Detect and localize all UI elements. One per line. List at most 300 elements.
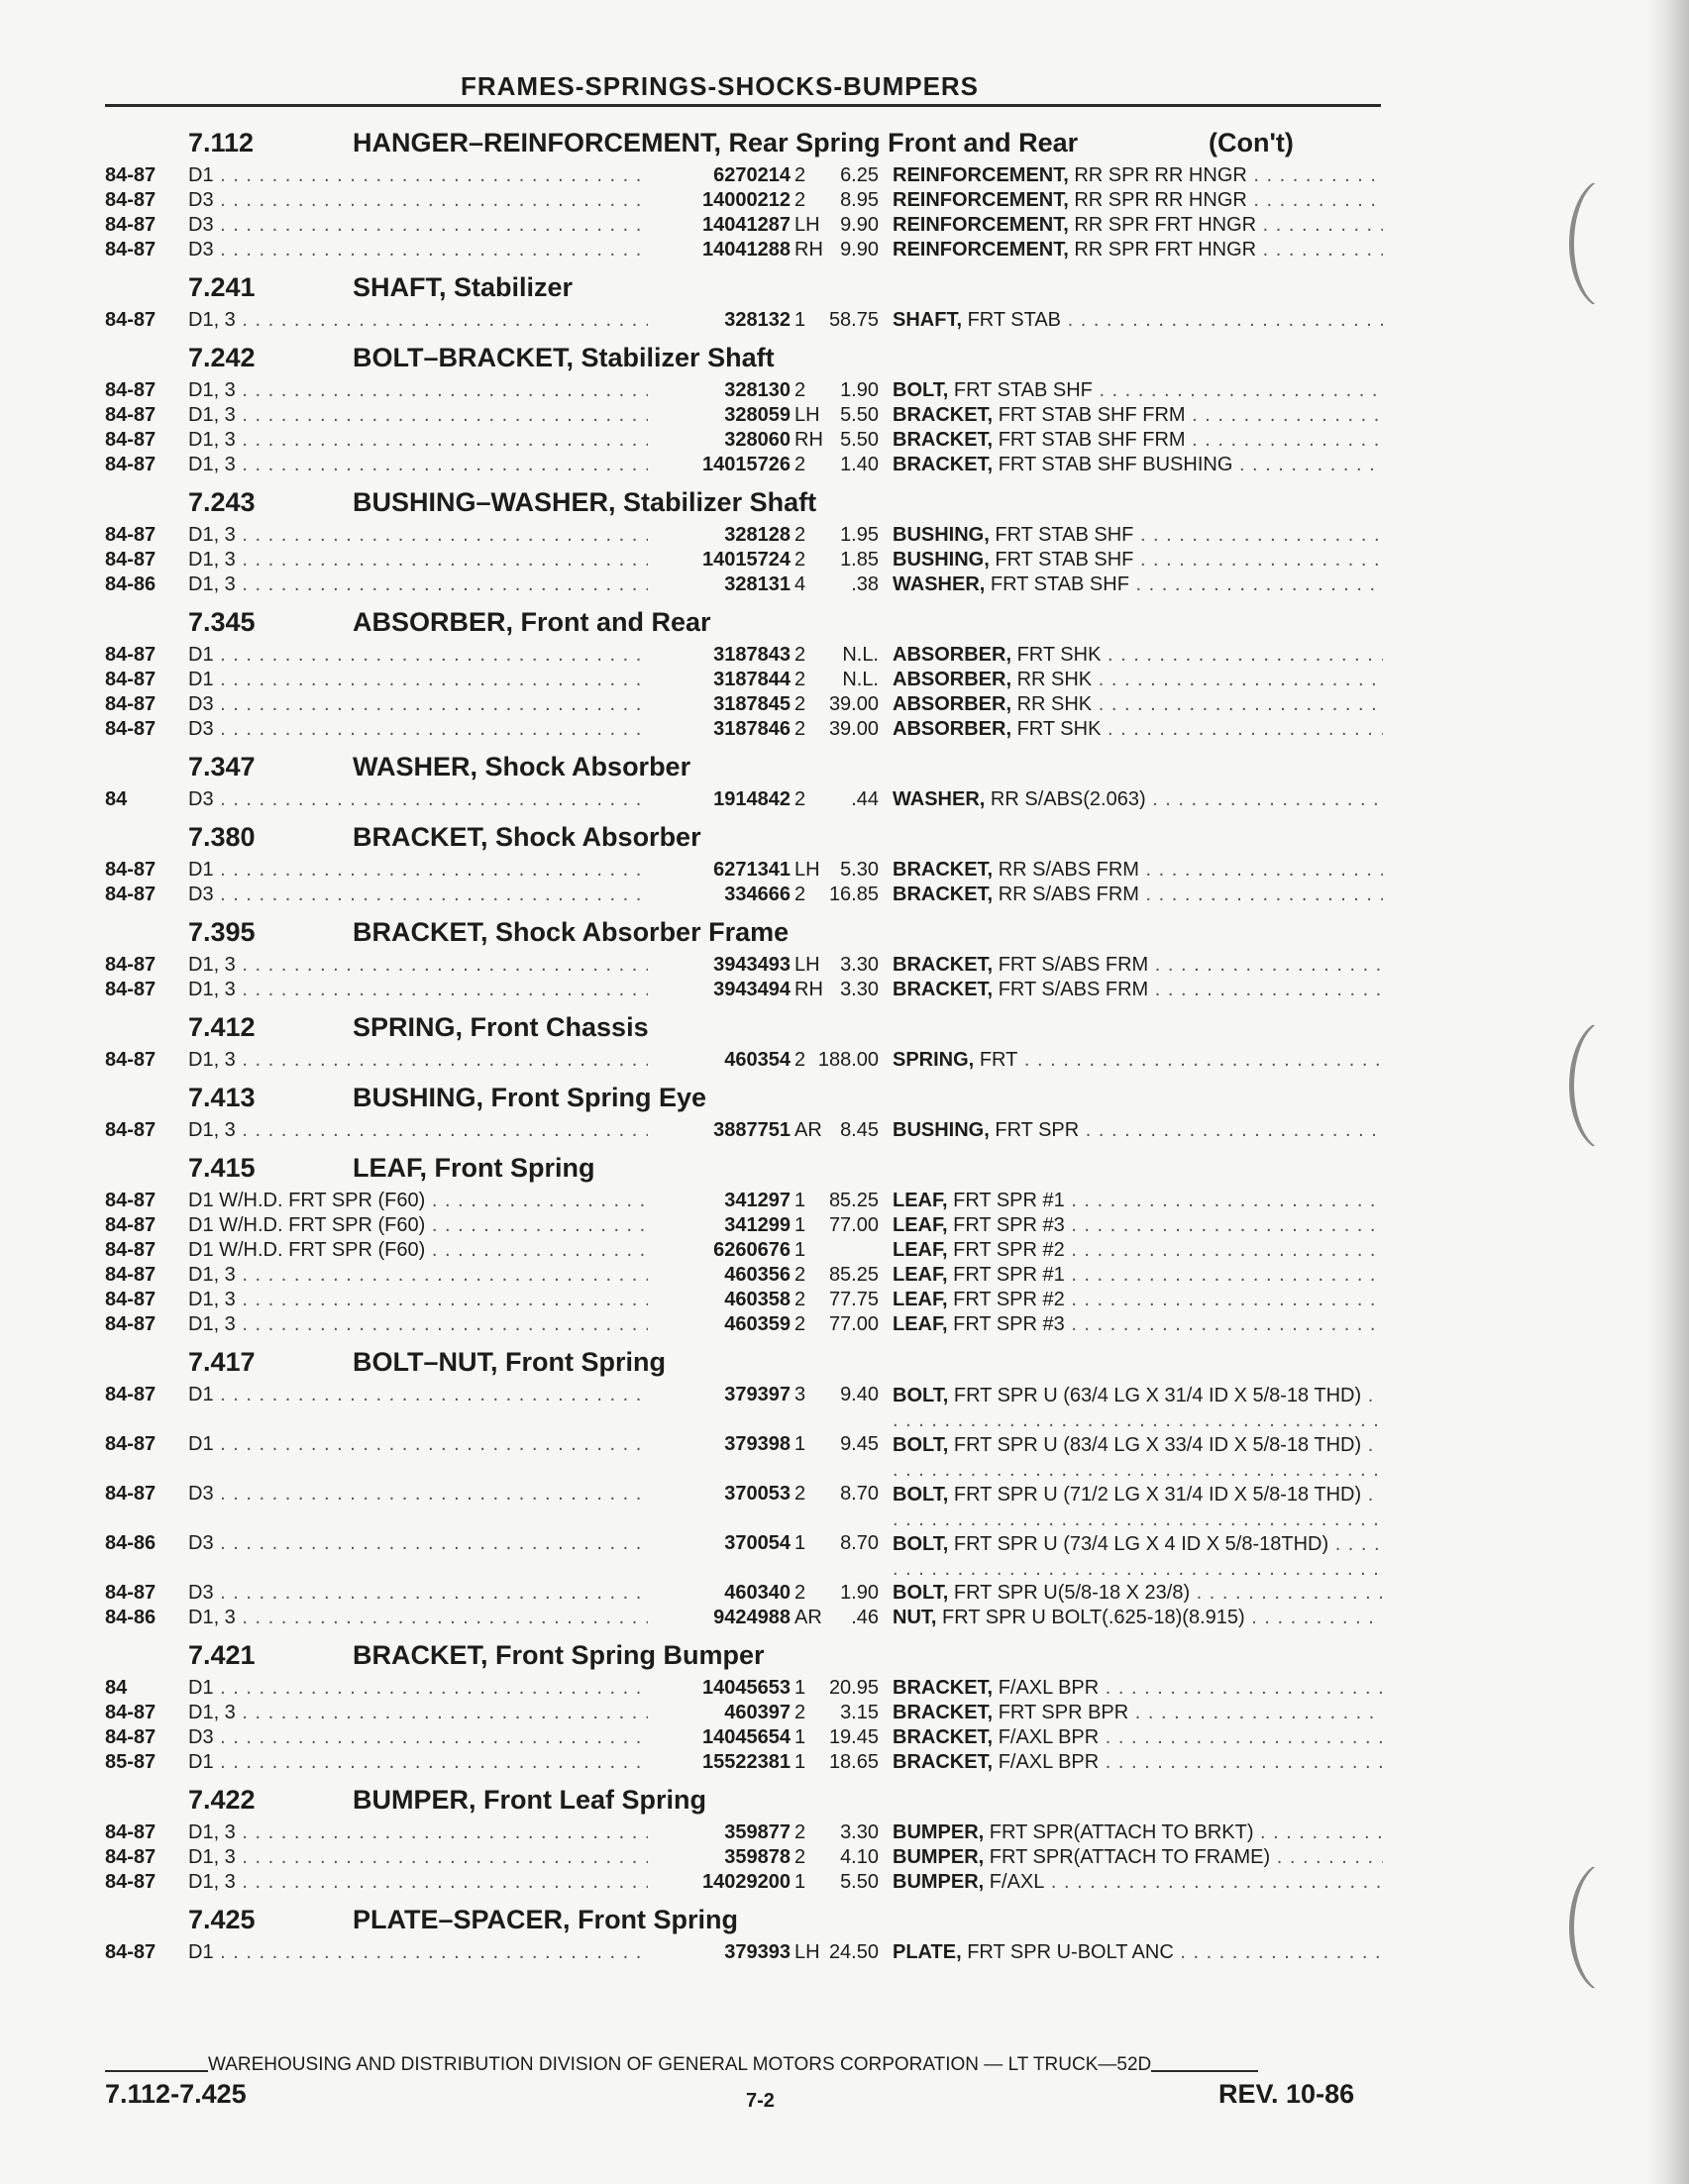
part-description-bold: ABSORBER,: [893, 644, 1012, 666]
part-description-text: F/AXL BPR: [998, 1677, 1100, 1699]
part-number: 6271341: [648, 859, 791, 882]
part-description: [893, 429, 1383, 452]
model-years: 84-87: [105, 239, 157, 260]
part-description-bold: BRACKET,: [893, 1677, 994, 1699]
section-number: 7.380: [188, 822, 256, 852]
section-subtitle: Stabilizer Shaft: [581, 343, 775, 372]
section-number: 7.415: [188, 1153, 256, 1183]
part-description-bold: BRACKET,: [893, 429, 994, 451]
part-description: [893, 164, 1383, 187]
section-subtitle: Front Spring Eye: [490, 1083, 707, 1112]
part-description-bold: BOLT,: [893, 1582, 949, 1604]
price: 9.45: [840, 1433, 879, 1455]
part-description-bold: ABSORBER,: [893, 693, 1012, 715]
section-title-main: BRACKET,: [353, 917, 488, 947]
quantity: RH: [794, 979, 823, 1000]
model-years: 85-87: [105, 1751, 157, 1773]
model-years: 84-87: [105, 549, 157, 571]
section-subtitle: Front and Rear: [520, 607, 711, 637]
section-number: 7.395: [188, 917, 256, 947]
part-row: [105, 239, 1383, 263]
vehicle-model: D1, 3 . . .: [188, 404, 648, 427]
price: 1.40: [840, 454, 879, 475]
part-description-text: FRT SHK: [1016, 644, 1102, 666]
quantity: AR: [794, 1119, 822, 1141]
vehicle-model: D1 . . .: [188, 644, 648, 667]
part-description-text: FRT SPR #2: [953, 1289, 1065, 1310]
part-number: 6270214: [648, 164, 791, 187]
section-title-main: PLATE–SPACER,: [353, 1905, 571, 1934]
part-description-bold: BOLT,: [893, 1385, 949, 1406]
part-description-text: FRT STAB SHF: [995, 549, 1134, 571]
part-description: [893, 214, 1383, 237]
vehicle-model: D3 . . .: [188, 1483, 648, 1506]
section-header: [105, 267, 1383, 309]
part-row: [105, 1677, 1383, 1702]
part-number: 341299: [648, 1214, 791, 1237]
part-description-text: FRT SPR U (83/4 LG X 33/4 ID X 5/8-18 THD): [953, 1434, 1362, 1456]
model-years: 84-87: [105, 1190, 157, 1211]
part-description-bold: REINFORCEMENT,: [893, 239, 1069, 260]
part-row: [105, 788, 1383, 813]
section-title: [353, 822, 701, 853]
part-description: [893, 1119, 1383, 1142]
model-years: 84-87: [105, 1821, 157, 1843]
section-title: [353, 1905, 738, 1935]
section-title-main: WASHER,: [353, 752, 478, 781]
quantity: 2: [794, 524, 806, 546]
model-years: 84-87: [105, 884, 157, 905]
part-description: [893, 693, 1383, 716]
section-title-main: BUMPER,: [353, 1785, 476, 1815]
price: 3.30: [840, 954, 879, 976]
price: 58.75: [828, 309, 879, 331]
part-description-text: RR S/ABS(2.063): [990, 788, 1146, 810]
quantity: 2: [794, 644, 806, 666]
part-number: 379397: [648, 1384, 791, 1406]
model-years: 84-87: [105, 1433, 157, 1455]
price: 1.90: [840, 1582, 879, 1604]
part-number: 328130: [648, 379, 791, 402]
price: 5.50: [840, 1871, 879, 1893]
quantity: 1: [794, 1871, 806, 1893]
part-number: 1914842: [648, 788, 791, 811]
price: 77.00: [828, 1313, 879, 1335]
part-description-text: FRT SPR #1: [953, 1190, 1065, 1211]
model-years: 84-87: [105, 644, 157, 666]
quantity: 1: [794, 1751, 806, 1773]
part-description-text: FRT S/ABS FRM: [998, 979, 1149, 1000]
section-title: [353, 272, 573, 303]
part-number: 14045653: [648, 1677, 791, 1700]
model-years: 84-86: [105, 1607, 157, 1628]
section-header: [105, 1148, 1383, 1190]
part-row: [105, 1582, 1383, 1607]
section-header: [105, 1635, 1383, 1677]
part-number: 14015726: [648, 454, 791, 476]
footer-section-range: 7.112-7.425: [105, 2079, 247, 2109]
price: 8.70: [840, 1532, 879, 1554]
footer-revision: REV. 10-86: [1218, 2079, 1355, 2109]
model-years: 84-87: [105, 429, 157, 451]
price: 8.70: [840, 1483, 879, 1505]
vehicle-model: D1 . . .: [188, 859, 648, 882]
quantity: RH: [794, 239, 823, 260]
section-number: 7.421: [188, 1640, 256, 1670]
part-description-text: F/AXL BPR: [998, 1726, 1100, 1748]
vehicle-model: D1, 3 . . .: [188, 549, 648, 572]
part-row: [105, 1119, 1383, 1144]
part-row: [105, 164, 1383, 189]
part-description-bold: BUSHING,: [893, 1119, 990, 1141]
vehicle-model: D1, 3 . . .: [188, 1264, 648, 1287]
part-row: [105, 1483, 1383, 1532]
price: 8.95: [840, 189, 879, 211]
model-years: 84-87: [105, 189, 157, 211]
section-title: [353, 343, 775, 373]
quantity: 2: [794, 1289, 806, 1310]
model-years: 84-87: [105, 1846, 157, 1868]
section-subtitle: Stabilizer: [454, 272, 574, 302]
part-description: [893, 1582, 1383, 1605]
part-row: [105, 1846, 1383, 1871]
part-row: [105, 1384, 1383, 1433]
vehicle-model: D1, 3 . . .: [188, 429, 648, 452]
section-title: [353, 1083, 706, 1113]
part-number: 3187846: [648, 718, 791, 741]
price: 5.50: [840, 404, 879, 426]
price: 16.85: [828, 884, 879, 905]
part-description: [893, 454, 1383, 476]
parts-catalog-listing: [105, 119, 1383, 1966]
part-description-bold: BOLT,: [893, 1434, 949, 1456]
section-continued: (Con't): [1209, 128, 1294, 157]
part-description: [893, 1726, 1383, 1749]
footer-rule-right: [1151, 2070, 1258, 2072]
quantity: 2: [794, 454, 806, 475]
section-title: [353, 128, 1078, 158]
part-description: [893, 1384, 1383, 1433]
quantity: 2: [794, 1313, 806, 1335]
quantity: 1: [794, 1677, 806, 1699]
part-description-text: FRT STAB: [967, 309, 1062, 331]
vehicle-model: D1, 3 . . .: [188, 379, 648, 402]
part-description: [893, 1702, 1383, 1724]
price: 3.15: [840, 1702, 879, 1723]
part-number: 15522381: [648, 1751, 791, 1774]
part-description-text: FRT SPR BPR: [998, 1702, 1129, 1723]
section-title-main: ABSORBER,: [353, 607, 514, 637]
part-row: [105, 1289, 1383, 1313]
model-years: 84-87: [105, 1264, 157, 1286]
model-years: 84-87: [105, 1239, 157, 1261]
part-description: [893, 979, 1383, 1001]
part-description-bold: BRACKET,: [893, 954, 994, 976]
quantity: 2: [794, 1049, 806, 1071]
footer-division: WAREHOUSING AND DISTRIBUTION DIVISION OF GENERAL MOTORS CORPORATION — LT TRUCK—52D: [208, 2054, 1152, 2075]
part-row: [105, 1313, 1383, 1338]
section-title: [353, 752, 690, 782]
price: 8.45: [840, 1119, 879, 1141]
part-description-bold: NUT,: [893, 1607, 937, 1628]
part-description-text: RR SHK: [1016, 669, 1093, 690]
part-description-bold: LEAF,: [893, 1289, 948, 1310]
part-number: 328059: [648, 404, 791, 427]
model-years: 84-87: [105, 309, 157, 331]
price: 1.90: [840, 379, 879, 401]
model-years: 84-86: [105, 573, 157, 595]
price: 9.90: [840, 214, 879, 236]
part-number: 14041287: [648, 214, 791, 237]
part-description-bold: BUMPER,: [893, 1846, 985, 1868]
part-description-text: RR SPR RR HNGR: [1074, 189, 1247, 211]
section-number: 7.413: [188, 1083, 256, 1112]
model-years: 84-87: [105, 454, 157, 475]
part-description: [893, 309, 1383, 332]
part-number: 328128: [648, 524, 791, 547]
part-number: 334666: [648, 884, 791, 906]
price: 3.30: [840, 979, 879, 1000]
page-title: FRAMES-SPRINGS-SHOCKS-BUMPERS: [461, 71, 980, 101]
part-description-text: FRT SPR(ATTACH TO BRKT): [989, 1821, 1254, 1843]
vehicle-model: D1 . . .: [188, 669, 648, 691]
part-description-text: FRT SPR U (63/4 LG X 31/4 ID X 5/8-18 THD): [953, 1385, 1362, 1406]
price: 5.30: [840, 859, 879, 881]
vehicle-model: D3 . . .: [188, 189, 648, 212]
section-title: [353, 1012, 649, 1043]
quantity: 1: [794, 1726, 806, 1748]
price: 20.95: [828, 1677, 879, 1699]
part-description-text: FRT STAB SHF: [995, 524, 1134, 546]
vehicle-model: D1, 3 . . .: [188, 1313, 648, 1336]
part-number: 3187844: [648, 669, 791, 691]
part-description-text: FRT: [979, 1049, 1018, 1071]
price: .44: [851, 788, 879, 810]
part-number: 460358: [648, 1289, 791, 1311]
section-title: [353, 1785, 706, 1816]
part-description-bold: BRACKET,: [893, 1726, 994, 1748]
section-number: 7.347: [188, 752, 256, 781]
part-number: 460359: [648, 1313, 791, 1336]
binder-edge-shadow: [1647, 0, 1689, 2184]
part-row: [105, 1214, 1383, 1239]
part-description-text: FRT S/ABS FRM: [998, 954, 1149, 976]
section-number: 7.345: [188, 607, 256, 637]
part-description: [893, 549, 1383, 572]
vehicle-model: D1, 3 . . .: [188, 1702, 648, 1724]
model-years: 84-87: [105, 1384, 157, 1405]
model-years: 84: [105, 788, 128, 810]
part-number: 14015724: [648, 549, 791, 572]
part-number: 359878: [648, 1846, 791, 1869]
vehicle-model: D3 . . .: [188, 718, 648, 741]
part-description-bold: BUMPER,: [893, 1871, 985, 1893]
part-description-text: FRT SPR U(5/8-18 X 23/8): [953, 1582, 1191, 1604]
vehicle-model: D3 . . .: [188, 214, 648, 237]
quantity: 2: [794, 693, 806, 715]
vehicle-model: D1 . . .: [188, 1677, 648, 1700]
part-description-bold: BOLT,: [893, 1484, 949, 1506]
part-row: [105, 189, 1383, 214]
part-description-bold: REINFORCEMENT,: [893, 214, 1069, 236]
part-description-bold: ABSORBER,: [893, 718, 1012, 740]
section-header: [105, 1342, 1383, 1384]
vehicle-model: D3 . . .: [188, 1726, 648, 1749]
vehicle-model: D1, 3 . . .: [188, 1607, 648, 1629]
price: N.L.: [842, 644, 879, 666]
part-description-text: FRT SPR #1: [953, 1264, 1065, 1286]
part-description-text: FRT SPR U-BOLT ANC: [967, 1941, 1174, 1963]
price: 9.90: [840, 239, 879, 260]
quantity: 1: [794, 1239, 806, 1261]
section-title: [353, 1347, 666, 1378]
part-row: [105, 1726, 1383, 1751]
part-description-text: RR SPR FRT HNGR: [1074, 239, 1257, 260]
vehicle-model: D1 . . .: [188, 1751, 648, 1774]
section-subtitle: Stabilizer Shaft: [623, 487, 817, 517]
section-number: 7.422: [188, 1785, 256, 1815]
part-number: 460397: [648, 1702, 791, 1724]
quantity: 2: [794, 189, 806, 211]
quantity: 2: [794, 788, 806, 810]
part-description: [893, 1821, 1383, 1844]
quantity: 2: [794, 1846, 806, 1868]
part-description-text: FRT STAB SHF FRM: [998, 429, 1186, 451]
section-title-main: BUSHING–WASHER,: [353, 487, 616, 517]
model-years: 84-87: [105, 1871, 157, 1893]
model-years: 84-87: [105, 1289, 157, 1310]
binder-hole-top: [1569, 178, 1643, 309]
section-title-main: BOLT–NUT,: [353, 1347, 498, 1377]
quantity: 2: [794, 884, 806, 905]
part-description-bold: SPRING,: [893, 1049, 975, 1071]
quantity: 2: [794, 549, 806, 571]
price: .38: [851, 573, 879, 595]
quantity: 1: [794, 1190, 806, 1211]
quantity: 2: [794, 1821, 806, 1843]
section-number: 7.425: [188, 1905, 256, 1934]
section-title-main: HANGER–REINFORCEMENT,: [353, 128, 722, 157]
section-header: [105, 1900, 1383, 1941]
part-row: [105, 954, 1383, 979]
section-title-main: BOLT–BRACKET,: [353, 343, 575, 372]
part-description: [893, 718, 1383, 741]
section-header: [105, 338, 1383, 379]
model-years: 84-87: [105, 859, 157, 881]
part-number: 3943493: [648, 954, 791, 977]
vehicle-model: D3 . . .: [188, 693, 648, 716]
part-row: [105, 524, 1383, 549]
quantity: 2: [794, 1702, 806, 1723]
part-row: [105, 718, 1383, 743]
part-description-bold: BRACKET,: [893, 859, 994, 881]
section-title-main: BRACKET,: [353, 1640, 488, 1670]
part-number: 460354: [648, 1049, 791, 1072]
part-number: 6260676: [648, 1239, 791, 1262]
quantity: AR: [794, 1607, 822, 1628]
part-description-text: RR S/ABS FRM: [998, 859, 1139, 881]
part-description-text: FRT STAB SHF FRM: [998, 404, 1186, 426]
vehicle-model: D3 . . .: [188, 788, 648, 811]
model-years: 84-87: [105, 379, 157, 401]
part-row: [105, 1941, 1383, 1966]
quantity: RH: [794, 429, 823, 451]
part-row: [105, 1239, 1383, 1264]
price: 24.50: [828, 1941, 879, 1963]
section-header: [105, 817, 1383, 859]
price: 18.65: [828, 1751, 879, 1773]
model-years: 84-87: [105, 524, 157, 546]
part-description: [893, 1483, 1383, 1532]
part-description: [893, 788, 1383, 811]
price: 19.45: [828, 1726, 879, 1748]
price: 6.25: [840, 164, 879, 186]
section-title: [353, 1640, 765, 1671]
model-years: 84-87: [105, 1726, 157, 1748]
part-description-bold: BUMPER,: [893, 1821, 985, 1843]
vehicle-model: D1, 3 . . .: [188, 979, 648, 1001]
footer-division-line: [105, 2054, 1381, 2076]
binder-hole-middle: [1569, 1020, 1643, 1151]
part-description: [893, 1190, 1383, 1212]
section-title: [353, 917, 789, 948]
section-number: 7.412: [188, 1012, 256, 1042]
part-description-text: FRT STAB SHF: [953, 379, 1093, 401]
model-years: 84-87: [105, 1582, 157, 1604]
quantity: 2: [794, 1264, 806, 1286]
model-years: 84-87: [105, 1941, 157, 1963]
section-subtitle: Shock Absorber: [495, 822, 701, 852]
model-years: 84-87: [105, 954, 157, 976]
model-years: 84-87: [105, 693, 157, 715]
part-number: 370054: [648, 1532, 791, 1555]
price: 3.30: [840, 1821, 879, 1843]
vehicle-model: D1 . . .: [188, 164, 648, 187]
part-number: 3943494: [648, 979, 791, 1001]
part-description: [893, 644, 1383, 667]
vehicle-model: D1 . . .: [188, 1433, 648, 1456]
part-row: [105, 573, 1383, 598]
section-number: 7.242: [188, 343, 256, 372]
part-description-text: FRT STAB SHF BUSHING: [998, 454, 1233, 475]
part-row: [105, 1871, 1383, 1896]
part-description-bold: BRACKET,: [893, 884, 994, 905]
part-number: 460340: [648, 1582, 791, 1605]
part-number: 3887751: [648, 1119, 791, 1142]
part-row: [105, 1264, 1383, 1289]
section-title: [353, 607, 711, 638]
part-description-bold: BUSHING,: [893, 524, 990, 546]
part-description-bold: ABSORBER,: [893, 669, 1012, 690]
vehicle-model: D1 W/H.D. FRT SPR (F60) . . .: [188, 1214, 648, 1237]
part-description-text: FRT SPR #2: [953, 1239, 1065, 1261]
part-description-bold: LEAF,: [893, 1313, 948, 1335]
price: 39.00: [828, 693, 879, 715]
quantity: 1: [794, 1532, 806, 1554]
section-subtitle: Shock Absorber: [484, 752, 691, 781]
part-description: [893, 954, 1383, 977]
vehicle-model: D1 . . .: [188, 1384, 648, 1406]
vehicle-model: D1, 3 . . .: [188, 1821, 648, 1844]
part-description-bold: BOLT,: [893, 1533, 949, 1555]
part-description-bold: BOLT,: [893, 379, 949, 401]
part-description: [893, 1871, 1383, 1894]
part-description: [893, 1846, 1383, 1869]
part-description: [893, 524, 1383, 547]
footer-rule-left: [105, 2070, 208, 2072]
part-row: [105, 429, 1383, 454]
section-subtitle: Front Spring: [505, 1347, 666, 1377]
